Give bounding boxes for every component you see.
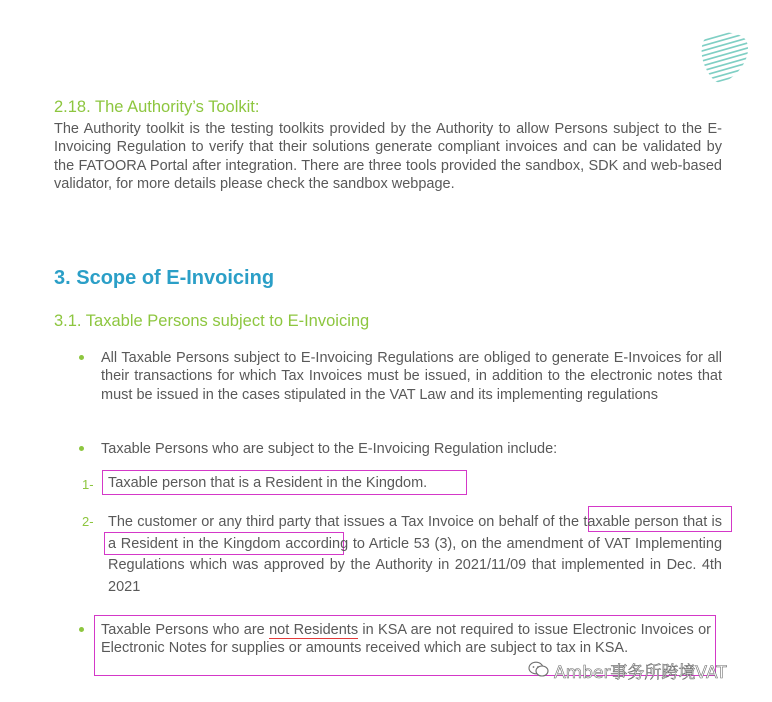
bullet-dot-icon: [79, 446, 84, 451]
item-2-part-2: according to Article 53 (3), on the amendment of VAT Implementing Regulations which was approved by the Authority in 2021/11/09 that implemented in Dec. 4th 2021: [108, 535, 723, 595]
item-2-part-1: The customer or any third party that issues a Tax Invoice on behalf of: [108, 514, 559, 530]
section-2-18-heading: 2.18. The Authority’s Toolkit:: [54, 98, 260, 116]
item-2-highlight-1: the taxable person: [558, 514, 679, 530]
section-2-18-body: The Authority toolkit is the testing toolkits provided by the Authority to allow Persons subject to the E-Invoicing Regulation to verify that their solutions generate compliant invoices and can be validated by the FATOORA Portal after integration. There are three tools provided the sandbox, SDK and web-based validator, for more details please check the sandbox webpage.: [54, 121, 722, 192]
item-2-text: [108, 512, 722, 598]
section-3-heading: 3. Scope of E-Invoicing: [54, 267, 275, 289]
bullet-3-text: [101, 621, 711, 658]
zatca-logo-icon: [698, 30, 750, 86]
section-3-1-heading: 3.1. Taxable Persons subject to E-Invoicing: [54, 312, 370, 330]
item-2-highlight-2: that is a Resident in the Kingdom: [108, 514, 723, 552]
bullet-dot-icon: [79, 627, 84, 632]
item-1-text: Taxable person that is a Resident in the Kingdom.: [108, 475, 428, 491]
bullet-1-text: All Taxable Persons subject to E-Invoicing Regulations are obliged to generate E-Invoices for all their transactions for which Tax Invoices must be issued, in addition to the electronic notes that must be issued in the cases stipulated in the VAT Law and its implementing regulations: [101, 350, 722, 403]
wechat-watermark-icon: [528, 660, 550, 678]
list-number-1: 1-: [82, 477, 94, 492]
list-number-2: 2-: [82, 514, 94, 529]
bullet-dot-icon: [79, 355, 84, 360]
watermark-text: Amber事务所跨境VAT: [554, 663, 727, 683]
bullet-3-for-supplies: for supplies: [210, 640, 285, 657]
bullet-3-pre: Taxable Persons who are: [101, 622, 270, 638]
bullet-3-mid: in KSA are not required to issue Electronic Invoices or Electronic Notes: [101, 622, 711, 657]
bullet-3-underlined-not-residents: not Residents: [269, 622, 359, 638]
bullet-3-post: or amounts received which are subject to tax in KSA.: [284, 640, 629, 657]
bullet-2-text: Taxable Persons who are subject to the E-Invoicing Regulation include:: [101, 441, 558, 457]
